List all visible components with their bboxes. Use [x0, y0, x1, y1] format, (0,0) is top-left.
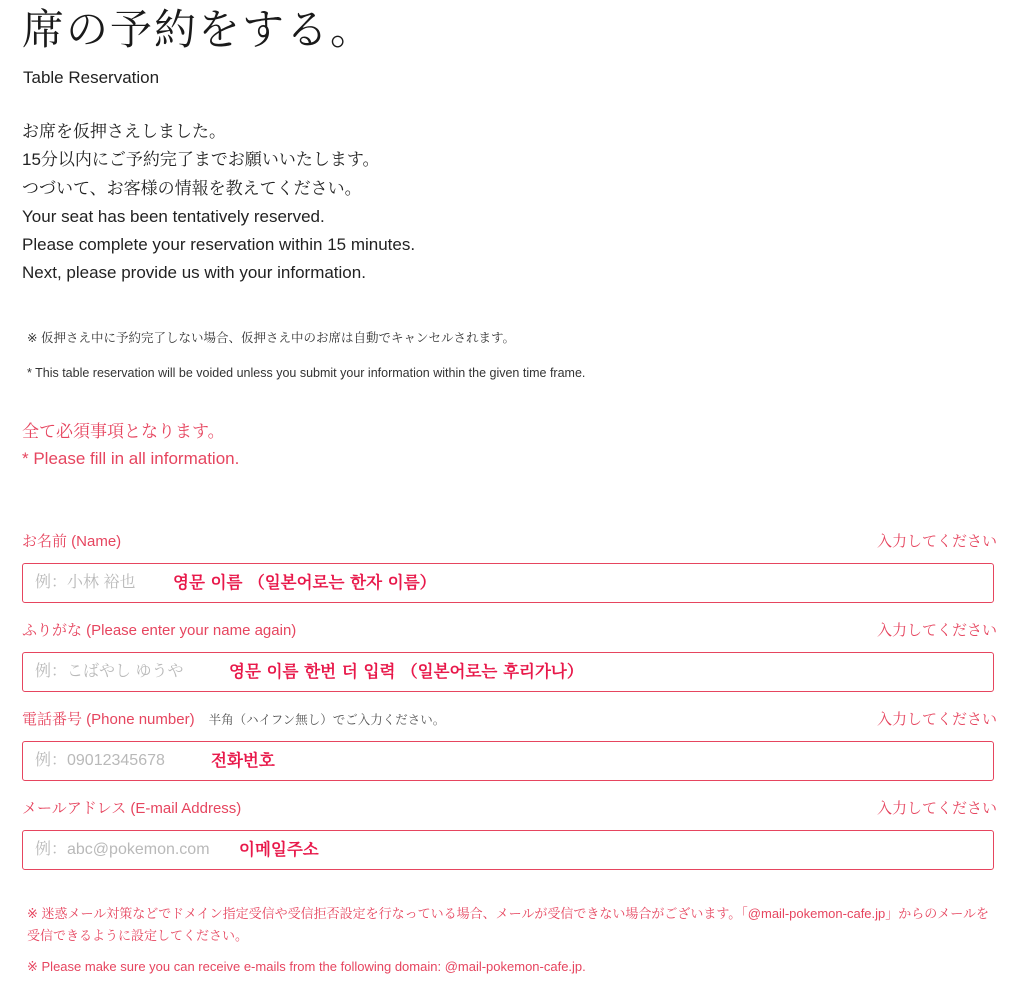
intro-message: [22, 118, 415, 288]
email-field-header: [22, 798, 997, 820]
intro-line: Your seat has been tentatively reserved.: [22, 206, 325, 226]
phone-annotation: 전화번호: [211, 751, 275, 770]
name-required-status: 入力してください: [876, 533, 997, 550]
email-annotation: 이메일주소: [239, 840, 319, 859]
required-notice-ja: 全て必須事項となります。: [22, 422, 225, 441]
phone-field: [22, 741, 994, 781]
name-field-header: [22, 531, 997, 553]
intro-line: つづいて、お客様の情報を教えてください。: [22, 178, 362, 198]
email-input[interactable]: [23, 831, 993, 869]
email-domain-warning-ja: ※ 迷惑メール対策などでドメイン指定受信や受信拒否設定を行なっている場合、メールが受信できない場合がございます。「@mail-pokemon-cafe.jp」からのメールを受信できるように設定してください。: [27, 906, 990, 943]
phone-label-wrap: [22, 709, 445, 731]
intro-line: お席を仮押さえしました。: [22, 122, 226, 141]
email-required-status: 入力してください: [876, 800, 997, 817]
intro-line: 15分以内にご予約完了までお願いいたします。: [22, 150, 380, 170]
name-input[interactable]: [23, 564, 993, 602]
name-field: [22, 563, 994, 603]
cancel-note-ja: ※ 仮押さえ中に予約完了しない場合、仮押さえ中のお席は自動でキャンセルされます。: [27, 331, 515, 345]
required-notice-en: * Please fill in all information.: [22, 449, 240, 468]
page-subtitle: Table Reservation: [23, 68, 160, 87]
kana-field-header: [22, 620, 997, 642]
phone-field-header: [22, 709, 997, 731]
kana-required-status: 入力してください: [876, 622, 997, 639]
phone-required-status: 入力してください: [876, 711, 997, 728]
name-label: お名前 (Name): [22, 533, 122, 550]
email-field: [22, 830, 994, 870]
intro-line: Next, please provide us with your information.: [22, 263, 366, 283]
phone-input[interactable]: [23, 742, 993, 780]
kana-field: [22, 652, 994, 692]
intro-line: Please complete your reservation within 15 minutes.: [22, 235, 416, 255]
kana-input[interactable]: [23, 653, 993, 691]
kana-label: ふりがな (Please enter your name again): [22, 622, 297, 639]
phone-label: 電話番号 (Phone number): [22, 711, 195, 728]
name-annotation: 영문 이름 （일본어로는 한자 이름）: [173, 573, 437, 592]
page-title: 席の予約をする。: [22, 5, 375, 54]
kana-annotation: 영문 이름 한번 더 입력 （일본어로는 후리가나）: [229, 662, 584, 681]
email-domain-warning-en: ※ Please make sure you can receive e-mails from the following domain: @mail-pokemon-cafe.jp.: [27, 959, 586, 974]
email-label: メールアドレス (E-mail Address): [22, 800, 242, 817]
required-notice: [22, 418, 239, 472]
phone-hint: 半角（ハイフン無し）でご入力ください。: [208, 713, 446, 727]
cancel-note-en: * This table reservation will be voided unless you submit your information within the given time frame.: [27, 366, 586, 380]
